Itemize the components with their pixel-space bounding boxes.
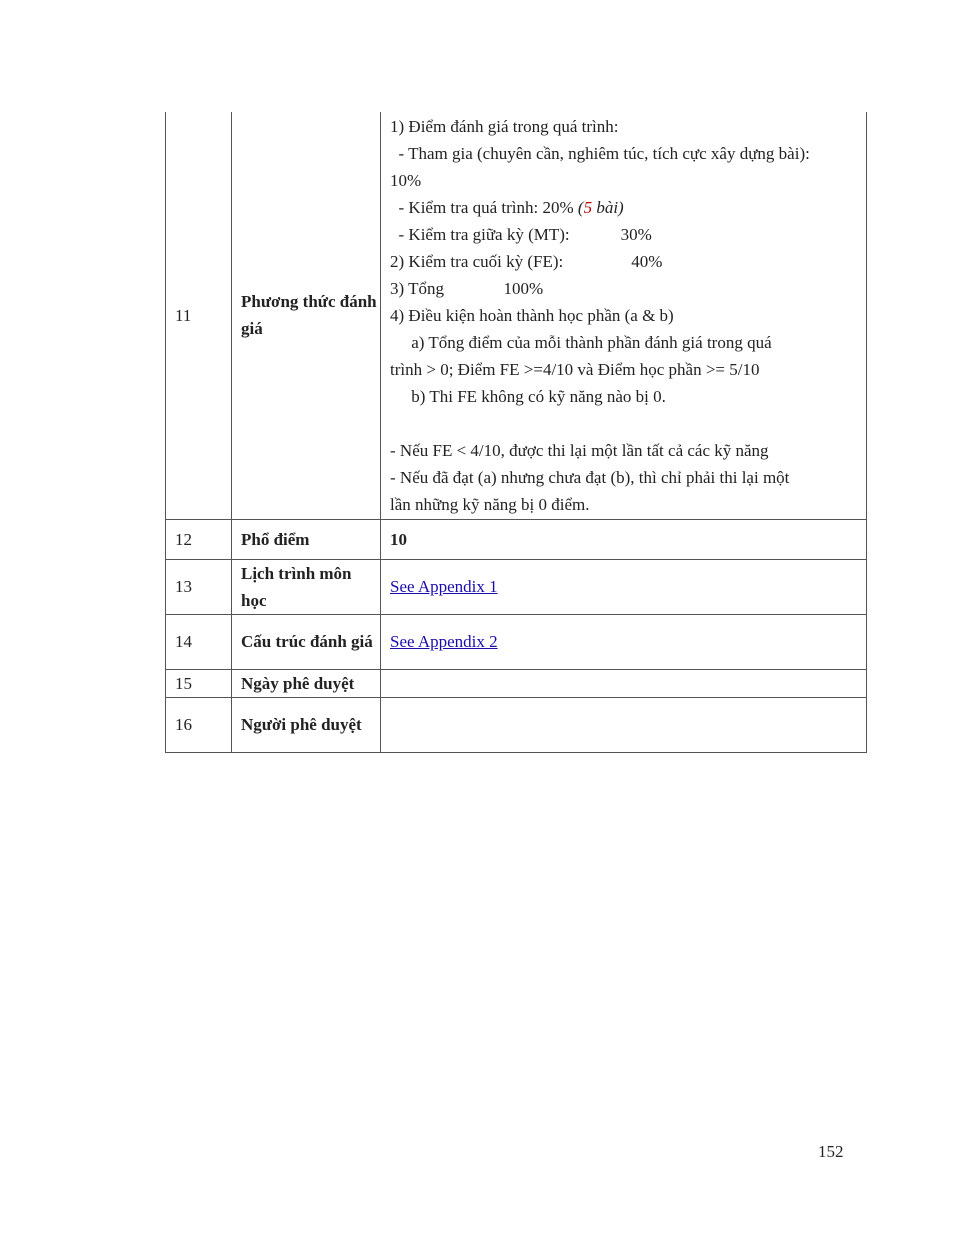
text-line: - Tham gia (chuyên cần, nghiêm túc, tích cực xây dựng bài): <box>390 143 810 163</box>
text-line: a) Tổng điểm của mỗi thành phần đánh giá trong quá <box>390 332 772 352</box>
table-row <box>166 519 867 559</box>
row-number: 15 <box>166 669 232 697</box>
approval-date-cell <box>381 669 867 697</box>
row-label: Phổ điểm <box>232 519 381 559</box>
appendix-2-link[interactable]: See Appendix 2 <box>390 632 498 651</box>
row-number: 16 <box>166 697 232 752</box>
schedule-cell <box>381 559 867 614</box>
row-number: 13 <box>166 559 232 614</box>
text-line: - Kiểm tra giữa kỳ (MT): 30% <box>390 224 652 244</box>
table-row <box>166 559 867 614</box>
row-number: 14 <box>166 614 232 669</box>
row-label: Người phê duyệt <box>232 697 381 752</box>
text-line <box>390 194 866 221</box>
appendix-1-link[interactable]: See Appendix 1 <box>390 577 498 596</box>
text-line <box>390 410 866 437</box>
text-line: 10% <box>390 170 422 190</box>
structure-cell <box>381 614 867 669</box>
note-number: 5 <box>583 197 593 217</box>
note-text: bài) <box>592 197 624 217</box>
table-row <box>166 697 867 752</box>
row-label: Phương thức đánh giá <box>232 112 381 519</box>
text-line: lần những kỹ năng bị 0 điểm. <box>390 494 590 514</box>
row-label: Lịch trình môn học <box>232 559 381 614</box>
row-number: 11 <box>166 112 232 519</box>
table-row <box>166 112 867 519</box>
course-info-table <box>165 112 867 753</box>
row-number: 12 <box>166 519 232 559</box>
text-line: trình > 0; Điểm FE >=4/10 và Điểm học phần >= 5/10 <box>390 359 760 379</box>
text-line: b) Thi FE không có kỹ năng nào bị 0. <box>390 386 666 406</box>
text-line: 2) Kiểm tra cuối kỳ (FE): 40% <box>390 251 663 271</box>
text-line: - Nếu FE < 4/10, được thi lại một lần tất cả các kỹ năng <box>390 440 769 460</box>
table-row <box>166 669 867 697</box>
table-row <box>166 614 867 669</box>
text-line: 4) Điều kiện hoàn thành học phần (a & b) <box>390 305 674 325</box>
assessment-method-content <box>381 112 867 519</box>
text-line: 1) Điểm đánh giá trong quá trình: <box>390 116 619 136</box>
grade-scale-value: 10 <box>381 519 867 559</box>
text-line: 3) Tổng 100% <box>390 278 544 298</box>
page-number: 152 <box>818 1142 844 1161</box>
text-line-main: - Kiểm tra quá trình: 20% <box>390 197 578 217</box>
row-label: Cấu trúc đánh giá <box>232 614 381 669</box>
text-line: - Nếu đã đạt (a) nhưng chưa đạt (b), thì chỉ phải thi lại một <box>390 467 790 487</box>
approver-cell <box>381 697 867 752</box>
note-open: ( <box>577 197 584 217</box>
row-label: Ngày phê duyệt <box>232 669 381 697</box>
